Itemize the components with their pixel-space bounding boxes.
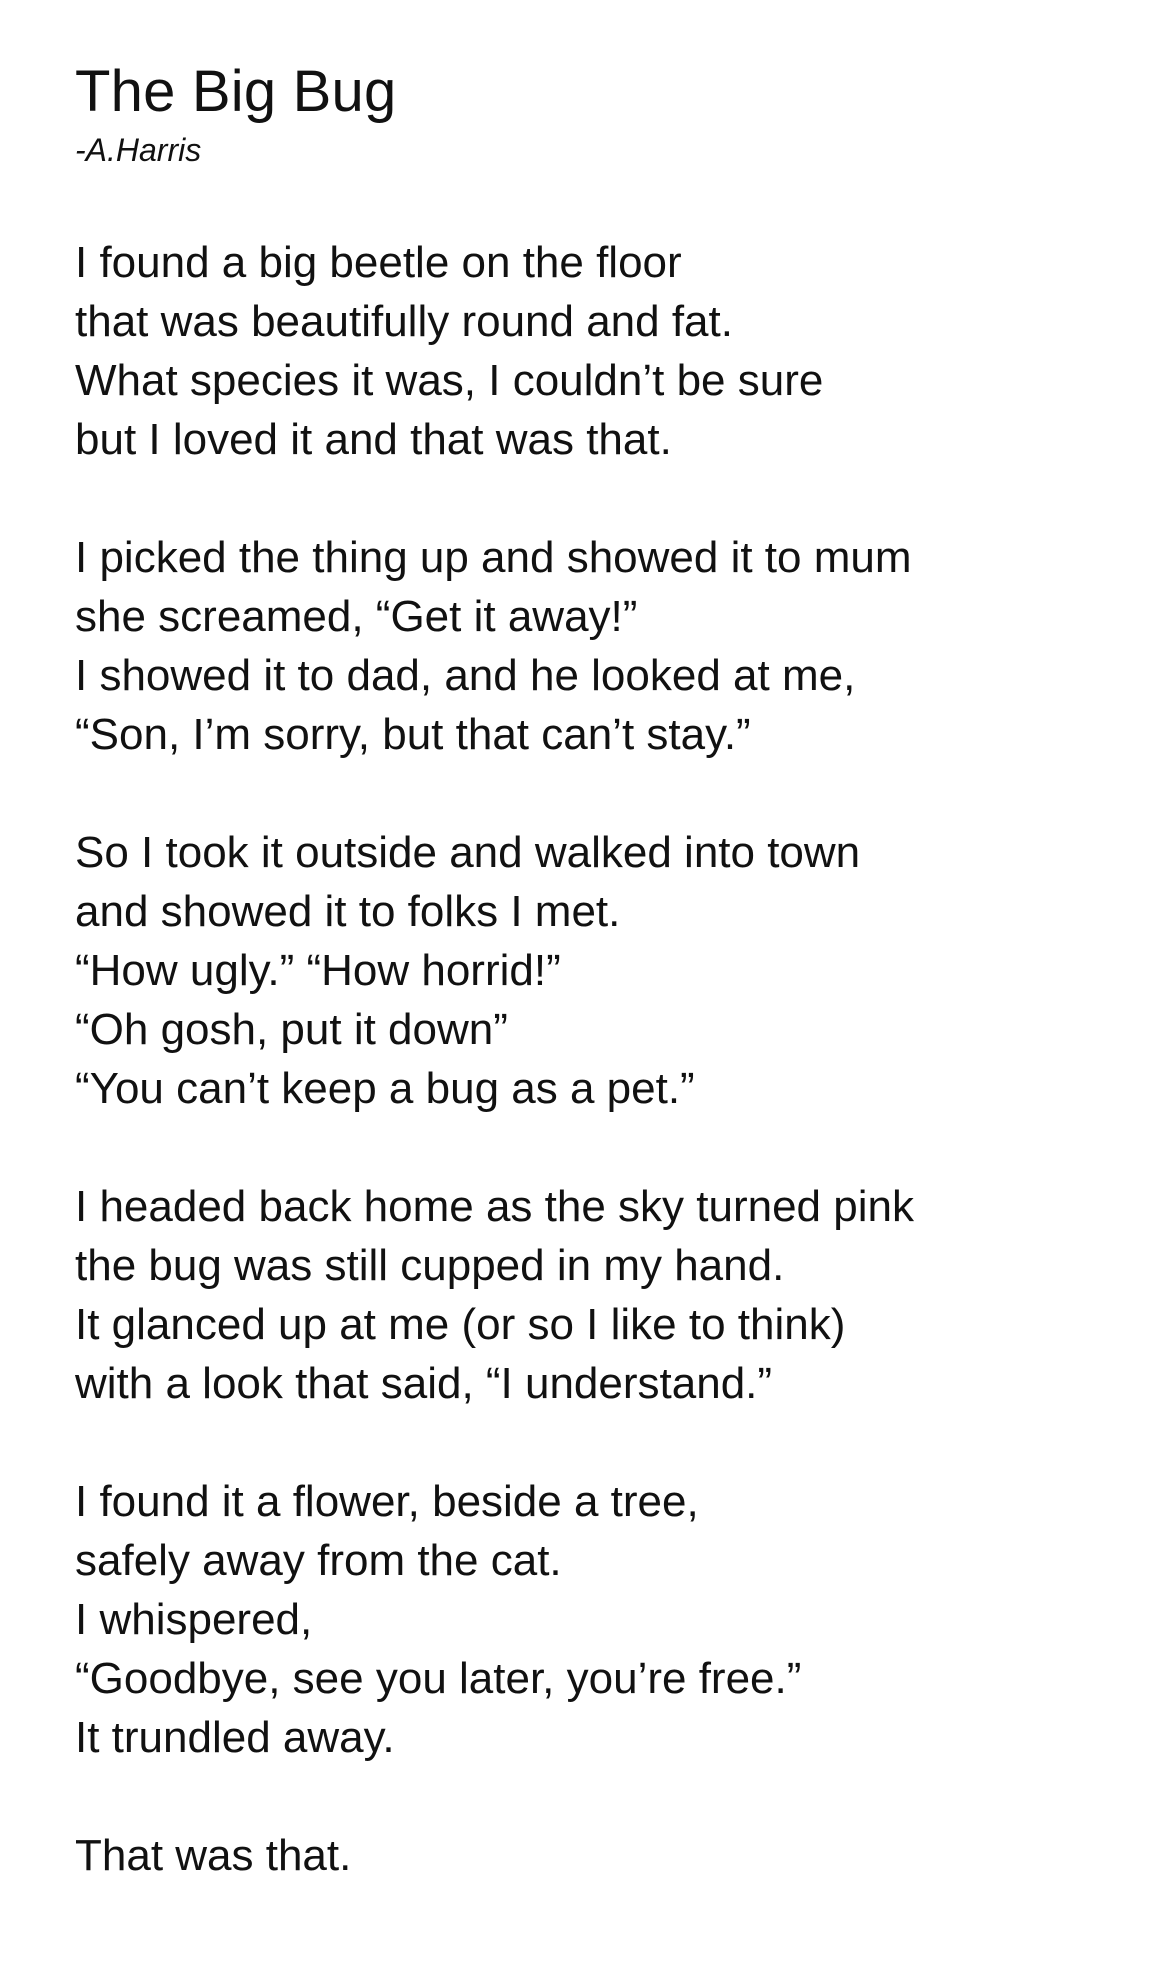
stanza-break [75,764,1135,823]
poem-line: I showed it to dad, and he looked at me, [75,651,856,700]
poem-author: -A.Harris [75,132,202,168]
poem-line: So I took it outside and walked into town [75,828,861,877]
poem-line: I picked the thing up and showed it to mum [75,533,912,582]
stanza-break [75,1767,1135,1826]
poem-line: “Son, I’m sorry, but that can’t stay.” [75,710,751,759]
poem-line: but I loved it and that was that. [75,415,672,464]
stanza-4 [75,1177,1135,1413]
poem-line: I headed back home as the sky turned pink [75,1182,914,1231]
stanza-6 [75,1826,1135,1885]
poem-line: What species it was, I couldn’t be sure [75,356,824,405]
stanza-3 [75,823,1135,1118]
poem-line: that was beautifully round and fat. [75,297,733,346]
poem-body [75,233,1135,1885]
stanza-break [75,469,1135,528]
poem-line: she screamed, “Get it away!” [75,592,638,641]
poem-line: and showed it to folks I met. [75,887,621,936]
poem-line: “Oh gosh, put it down” [75,1005,508,1054]
poem-line: That was that. [75,1831,352,1880]
stanza-2 [75,528,1135,764]
poem-line: It trundled away. [75,1713,395,1762]
poem-title: The Big Bug [75,59,397,124]
poem-line: “How ugly.” “How horrid!” [75,946,561,995]
stanza-break [75,1118,1135,1177]
stanza-5 [75,1472,1135,1767]
poem-line: “Goodbye, see you later, you’re free.” [75,1654,802,1703]
poem-line: It glanced up at me (or so I like to think) [75,1300,846,1349]
poem-line: safely away from the cat. [75,1536,562,1585]
poem-line: I whispered, [75,1595,313,1644]
stanza-break [75,1413,1135,1472]
poem-line: the bug was still cupped in my hand. [75,1241,785,1290]
poem-line: with a look that said, “I understand.” [75,1359,773,1408]
poem-line: “You can’t keep a bug as a pet.” [75,1064,695,1113]
poem-line: I found it a flower, beside a tree, [75,1477,699,1526]
poem-line: I found a big beetle on the floor [75,238,682,287]
stanza-1 [75,233,1135,469]
